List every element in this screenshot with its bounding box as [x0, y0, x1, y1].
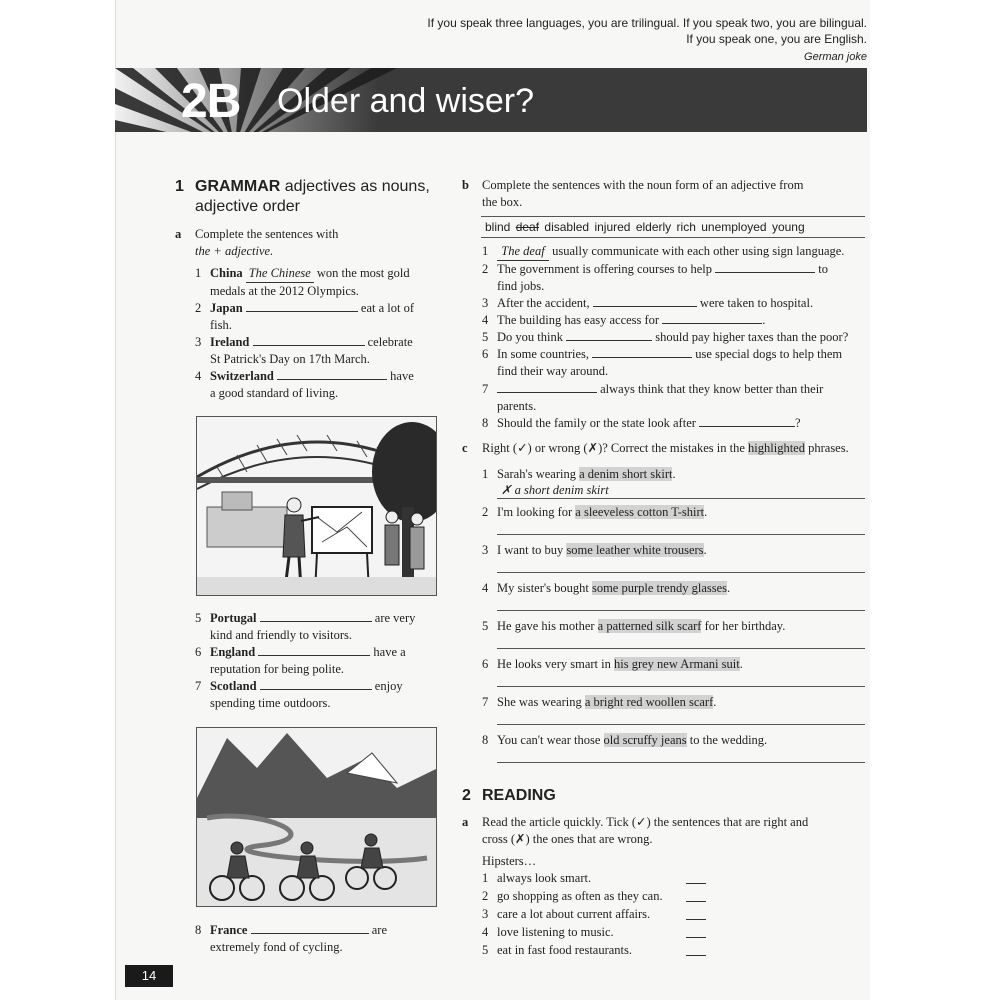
exercise-1a-instruction-line-1: Complete the sentences with — [195, 227, 339, 241]
exercise-1a-item-1 — [195, 265, 440, 300]
item-text: She was wearing — [497, 695, 582, 709]
answer-field[interactable] — [715, 261, 815, 273]
item-text-post: to the wedding. — [689, 733, 768, 747]
exercise-1c-instructions — [462, 440, 867, 457]
exercise-1c-item-3 — [482, 542, 865, 580]
answer-line[interactable] — [497, 559, 865, 573]
exercise-1a-instructions — [175, 226, 440, 260]
item-number: 2 — [482, 889, 489, 903]
item-number: 1 — [195, 266, 202, 280]
epigraph-source: German joke — [804, 51, 867, 63]
item-text-cont: fish. — [210, 318, 232, 332]
item-text: eat a lot of — [360, 301, 415, 315]
word-injured: injured — [594, 220, 631, 234]
answer-field[interactable] — [497, 381, 597, 393]
section-1-heading — [175, 177, 440, 217]
exercise-1a-item-5 — [195, 610, 440, 644]
item-number: 5 — [482, 943, 489, 957]
exercise-2a-item-5 — [482, 942, 867, 960]
exercise-2a-letter: a — [462, 815, 469, 829]
wrong-mark: ✗ — [501, 483, 512, 497]
exercise-1c-letter: c — [462, 441, 468, 455]
illustration-cyclists-mountains — [196, 727, 437, 907]
highlighted-phrase: a denim short skirt — [579, 467, 673, 481]
exercise-1c-item-7 — [482, 694, 865, 732]
exercise-1a-item-4 — [195, 368, 440, 402]
item-number: 7 — [195, 679, 202, 693]
item-text-cont: kind and friendly to visitors. — [210, 628, 352, 642]
item-number: 6 — [482, 657, 489, 671]
instruction-line-1: Read the article quickly. Tick (✓) the sentences that are right and — [482, 815, 809, 829]
word-box — [481, 216, 865, 238]
item-text-post: . — [762, 313, 766, 327]
word-young: young — [771, 220, 805, 234]
item-number: 5 — [482, 619, 489, 633]
tick-answer-field[interactable] — [686, 944, 706, 956]
item-number: 1 — [482, 871, 489, 885]
item-text: have a — [373, 645, 406, 659]
item-text-cont: find jobs. — [497, 279, 545, 293]
word-unemployed: unemployed — [701, 220, 767, 234]
item-number: 2 — [482, 262, 489, 276]
item-text-cont: St Patrick's Day on 17th March. — [210, 352, 370, 366]
exercise-2a-item-4 — [482, 924, 867, 942]
answer-field[interactable] — [566, 329, 652, 341]
unit-banner — [115, 68, 867, 132]
exercise-1a-items-5-7 — [195, 610, 440, 712]
exercise-1c-items — [482, 466, 865, 770]
exercise-2a-lead: Hipsters… — [482, 854, 537, 868]
item-text-post: . — [704, 505, 708, 519]
item-text-post: were taken to hospital. — [699, 296, 814, 310]
item-country: Japan — [210, 301, 243, 315]
instruction-line-2: cross (✗) the ones that are wrong. — [482, 832, 653, 846]
exercise-2a-item-2 — [482, 888, 867, 906]
highlighted-phrase: some purple trendy glasses — [591, 581, 728, 595]
item-number: 4 — [482, 313, 489, 327]
item-text-cont: spending time outdoors. — [210, 696, 331, 710]
left-column — [175, 177, 440, 402]
item-number: 5 — [482, 330, 489, 344]
answer-field[interactable] — [260, 610, 372, 622]
item-number: 8 — [482, 733, 489, 747]
instruction-text: Right (✓) or wrong (✗)? Correct the mistakes in the — [482, 441, 745, 455]
answer-field[interactable]: The deaf — [497, 243, 549, 261]
item-text: You can't wear those — [497, 733, 601, 747]
illustration-porto-bridge-tour — [196, 416, 437, 596]
item-number: 4 — [195, 369, 202, 383]
exercise-2a-item-1 — [482, 870, 867, 888]
section-2 — [462, 786, 867, 960]
item-number: 1 — [482, 467, 489, 481]
item-number: 3 — [482, 543, 489, 557]
item-text: Sarah's wearing — [497, 467, 576, 481]
item-text-post: . — [703, 543, 707, 557]
exercise-1b-item-2 — [482, 261, 867, 295]
section-1-title: GRAMMAR — [195, 178, 281, 195]
answer-line[interactable] — [497, 711, 865, 725]
item-text-post: . — [739, 657, 743, 671]
item-country: Ireland — [210, 335, 250, 349]
right-column — [462, 177, 865, 211]
item-text: are — [371, 923, 387, 937]
exercise-1b-instruction-line-1: Complete the sentences with the noun form of an adjective from — [482, 178, 804, 192]
exercise-1c-item-2 — [482, 504, 865, 542]
exercise-1a-item-2 — [195, 300, 440, 334]
item-number: 3 — [195, 335, 202, 349]
highlighted-phrase: some leather white trousers — [566, 543, 704, 557]
item-number: 1 — [482, 244, 489, 258]
item-number: 3 — [482, 907, 489, 921]
item-text: are very — [374, 611, 416, 625]
exercise-1c-item-8 — [482, 732, 865, 770]
answer-text: a short denim skirt — [514, 483, 609, 497]
word-disabled: disabled — [544, 220, 590, 234]
item-number: 6 — [195, 645, 202, 659]
exercise-1a-instruction-line-2: the + adjective. — [195, 244, 274, 258]
item-text-post: . — [672, 467, 676, 481]
item-country: France — [210, 923, 248, 937]
item-text: I'm looking for — [497, 505, 573, 519]
exercise-1c — [462, 440, 867, 457]
section-1-number: 1 — [175, 178, 184, 195]
epigraph — [427, 15, 867, 65]
word-elderly: elderly — [635, 220, 672, 234]
item-text: have — [390, 369, 414, 383]
item-country: England — [210, 645, 256, 659]
answer-field[interactable] — [277, 368, 387, 380]
item-number: 7 — [482, 695, 489, 709]
item-text-cont: extremely fond of cycling. — [210, 940, 343, 954]
item-text: The building has easy access for — [497, 313, 660, 327]
item-number: 5 — [195, 611, 202, 625]
answer-line[interactable] — [497, 597, 865, 611]
item-country: Switzerland — [210, 369, 274, 383]
section-2-number: 2 — [462, 787, 471, 804]
exercise-1b-item-6 — [482, 346, 867, 380]
item-text: The government is offering courses to help — [497, 262, 712, 276]
item-number: 4 — [482, 925, 489, 939]
item-text-cont: parents. — [497, 399, 537, 413]
exercise-1a-item-6 — [195, 644, 440, 678]
item-text: He looks very smart in — [497, 657, 611, 671]
instruction-text-post: phrases. — [808, 441, 849, 455]
section-1-subtitle: adjectives as nouns, — [284, 178, 430, 195]
page-number: 14 — [125, 965, 173, 987]
item-text-cont: a good standard of living. — [210, 386, 339, 400]
item-text: celebrate — [367, 335, 413, 349]
section-1-subtitle-2: adjective order — [195, 198, 300, 215]
item-text: usually communicate with each other using sign language. — [552, 244, 845, 258]
section-2-title: READING — [482, 787, 556, 804]
item-text-cont: reputation for being polite. — [210, 662, 344, 676]
item-text: My sister's bought — [497, 581, 589, 595]
item-text-post: . — [713, 695, 717, 709]
item-text: Do you think — [497, 330, 563, 344]
tick-answer-field[interactable] — [686, 872, 706, 884]
answer-line[interactable] — [497, 521, 865, 535]
answer-field[interactable] — [251, 922, 369, 934]
item-text-post: ? — [795, 416, 801, 430]
exercise-1a-item-7 — [195, 678, 440, 712]
item-number: 8 — [482, 416, 489, 430]
instruction-highlight: highlighted — [748, 441, 805, 455]
highlighted-phrase: a sleeveless cotton T-shirt — [575, 505, 705, 519]
item-country: Portugal — [210, 611, 257, 625]
exercise-1a-item-8 — [195, 922, 440, 956]
answer-field[interactable] — [699, 415, 795, 427]
answer-field[interactable]: The Chinese — [246, 265, 314, 283]
item-country: China — [210, 266, 243, 280]
exercise-1a-item-8-wrap — [195, 922, 440, 956]
item-country: Scotland — [210, 679, 257, 693]
section-2-heading — [462, 786, 867, 806]
tick-answer-field[interactable] — [686, 926, 706, 938]
exercise-1c-item-1 — [482, 466, 865, 504]
exercise-1b-letter: b — [462, 178, 469, 192]
item-text: always look smart. — [497, 871, 592, 885]
exercise-1b-item-7 — [482, 381, 867, 415]
exercise-1b-item-1 — [482, 243, 867, 261]
word-rich: rich — [676, 220, 696, 234]
item-text: After the accident, — [497, 296, 590, 310]
exercise-1b-instructions — [462, 177, 865, 211]
item-text-post: . — [727, 581, 731, 595]
item-text-post: for her birthday. — [704, 619, 786, 633]
item-number: 4 — [482, 581, 489, 595]
exercise-1c-item-6 — [482, 656, 865, 694]
item-text-post: use special dogs to help them — [695, 347, 843, 361]
answer-line[interactable] — [497, 749, 865, 763]
word-deaf-crossed: deaf — [515, 220, 540, 234]
answer-line[interactable] — [497, 483, 865, 499]
answer-field[interactable] — [258, 644, 370, 656]
exercise-1b-item-8 — [482, 415, 867, 432]
exercise-1b-instruction-line-2: the box. — [482, 195, 523, 209]
item-text: love listening to music. — [497, 925, 614, 939]
answer-line[interactable] — [497, 673, 865, 687]
answer-field[interactable] — [662, 312, 762, 324]
item-text-post: to — [818, 262, 828, 276]
answer-field[interactable] — [592, 346, 692, 358]
item-number: 2 — [482, 505, 489, 519]
exercise-1c-item-5 — [482, 618, 865, 656]
highlighted-phrase: a patterned silk scarf — [597, 619, 702, 633]
highlighted-phrase: old scruffy jeans — [603, 733, 687, 747]
answer-field[interactable] — [260, 678, 372, 690]
tick-answer-field[interactable] — [686, 908, 706, 920]
exercise-1b-item-4 — [482, 312, 867, 329]
highlighted-phrase: his grey new Armani suit — [614, 657, 740, 671]
exercise-2a-items — [462, 870, 867, 960]
item-text-cont: medals at the 2012 Olympics. — [210, 284, 359, 298]
exercise-1a-letter: a — [175, 227, 182, 241]
item-number: 6 — [482, 347, 489, 361]
item-text: Should the family or the state look after — [497, 416, 696, 430]
tick-answer-field[interactable] — [686, 890, 706, 902]
epigraph-line-2: If you speak one, you are English. — [686, 32, 867, 46]
exercise-1b-item-3 — [482, 295, 867, 312]
item-text: He gave his mother — [497, 619, 595, 633]
epigraph-line-1: If you speak three languages, you are trilingual. If you speak two, you are bilingual. — [427, 16, 867, 30]
item-text-cont: find their way around. — [497, 364, 609, 378]
answer-field[interactable] — [246, 300, 358, 312]
exercise-1a-item-3 — [195, 334, 440, 368]
item-text: care a lot about current affairs. — [497, 907, 651, 921]
item-number: 8 — [195, 923, 202, 937]
answer-line[interactable] — [497, 635, 865, 649]
exercise-2a-item-3 — [482, 906, 867, 924]
item-number: 2 — [195, 301, 202, 315]
item-text-post: should pay higher taxes than the poor? — [655, 330, 849, 344]
item-text: won the most gold — [316, 266, 410, 280]
item-text: I want to buy — [497, 543, 564, 557]
item-text: go shopping as often as they can. — [497, 889, 663, 903]
item-text: In some countries, — [497, 347, 589, 361]
answer-field[interactable] — [593, 295, 697, 307]
exercise-1c-item-4 — [482, 580, 865, 618]
word-blind: blind — [485, 220, 511, 234]
answer-field[interactable] — [253, 334, 365, 346]
item-number: 7 — [482, 382, 489, 396]
item-text: eat in fast food restaurants. — [497, 943, 633, 957]
unit-title: Older and wiser? — [277, 82, 535, 120]
unit-code: 2B — [181, 75, 241, 128]
exercise-1b-items — [482, 243, 867, 432]
item-text-post: always think that they know better than their — [600, 382, 824, 396]
exercise-2a-instructions — [462, 814, 867, 848]
item-number: 3 — [482, 296, 489, 310]
exercise-1b-item-5 — [482, 329, 867, 346]
item-text: enjoy — [374, 679, 403, 693]
highlighted-phrase: a bright red woollen scarf — [584, 695, 714, 709]
